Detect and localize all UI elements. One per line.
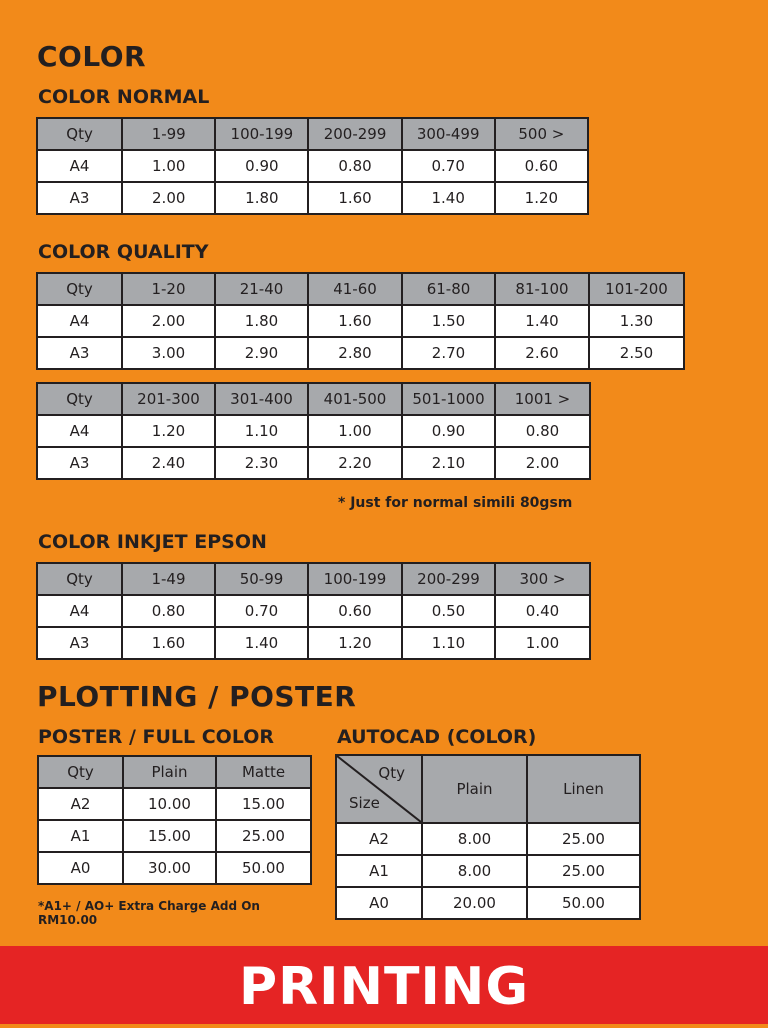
- table-cell: A1: [336, 855, 422, 887]
- color-normal-title: COLOR NORMAL: [38, 86, 210, 108]
- header-cell: 500 >: [495, 118, 588, 150]
- table-row: [37, 305, 684, 337]
- header-cell: 50-99: [215, 563, 308, 595]
- table-cell: 0.50: [402, 595, 495, 627]
- header-cell: 200-299: [402, 563, 495, 595]
- color-quality-note: * Just for normal simili 80gsm: [338, 495, 573, 511]
- color-inkjet-title: COLOR INKJET EPSON: [38, 531, 267, 553]
- table-header-row: [37, 563, 590, 595]
- table-cell: 30.00: [123, 852, 216, 884]
- poster-note-line-2: RM10.00: [38, 913, 98, 927]
- table-row: [37, 182, 588, 214]
- table-header-row: [336, 755, 640, 823]
- table-cell: 1.40: [402, 182, 495, 214]
- table-cell: 25.00: [527, 855, 640, 887]
- header-cell: 41-60: [308, 273, 402, 305]
- table-row: [38, 820, 311, 852]
- color-inkjet-table: [36, 562, 591, 660]
- table-header-row: [37, 273, 684, 305]
- table-cell: 0.80: [495, 415, 590, 447]
- table-cell: 15.00: [123, 820, 216, 852]
- table-cell: 2.00: [122, 182, 215, 214]
- poster-note-line-1: *A1+ / AO+ Extra Charge Add On: [38, 899, 260, 913]
- table-cell: 1.10: [215, 415, 308, 447]
- table-row: [38, 788, 311, 820]
- table-header-row: [37, 383, 590, 415]
- table-cell: A4: [37, 595, 122, 627]
- header-cell: Qty: [37, 383, 122, 415]
- table-cell: A3: [37, 182, 122, 214]
- header-cell: Qty: [37, 273, 122, 305]
- table-cell: 8.00: [422, 855, 527, 887]
- section-title-color: COLOR: [37, 40, 147, 73]
- table-cell: 0.60: [308, 595, 402, 627]
- autocad-table: [335, 754, 641, 920]
- color-quality-table-2: [36, 382, 591, 480]
- corner-size-label: Size: [349, 794, 380, 812]
- table-cell: A4: [37, 150, 122, 182]
- table-row: [37, 415, 590, 447]
- header-cell: Plain: [422, 755, 527, 823]
- table-cell: 25.00: [216, 820, 311, 852]
- table-cell: 15.00: [216, 788, 311, 820]
- table-cell: 1.00: [308, 415, 402, 447]
- table-cell: 0.70: [215, 595, 308, 627]
- header-cell: 21-40: [215, 273, 308, 305]
- color-quality-table-1: [36, 272, 685, 370]
- table-cell: A3: [37, 337, 122, 369]
- table-cell: 1.00: [122, 150, 215, 182]
- table-cell: 1.20: [122, 415, 215, 447]
- header-cell: Qty: [38, 756, 123, 788]
- header-cell: 100-199: [308, 563, 402, 595]
- table-cell: 2.30: [215, 447, 308, 479]
- table-cell: 0.40: [495, 595, 590, 627]
- printing-banner: [0, 946, 768, 1024]
- table-cell: 2.70: [402, 337, 495, 369]
- table-cell: 0.80: [308, 150, 401, 182]
- header-cell: Matte: [216, 756, 311, 788]
- table-cell: 1.80: [215, 182, 308, 214]
- table-cell: 1.20: [308, 627, 402, 659]
- header-cell: 501-1000: [402, 383, 495, 415]
- table-cell: A0: [38, 852, 123, 884]
- header-cell: 1001 >: [495, 383, 590, 415]
- table-cell: 50.00: [216, 852, 311, 884]
- table-cell: 2.00: [122, 305, 215, 337]
- table-header-row: [37, 118, 588, 150]
- table-cell: 1.00: [495, 627, 590, 659]
- table-row: [336, 887, 640, 919]
- table-cell: 2.60: [495, 337, 589, 369]
- poster-note: [38, 899, 260, 927]
- table-cell: 20.00: [422, 887, 527, 919]
- table-row: [37, 447, 590, 479]
- table-cell: 2.10: [402, 447, 495, 479]
- header-cell: 401-500: [308, 383, 402, 415]
- table-cell: 2.80: [308, 337, 402, 369]
- autocad-title: AUTOCAD (COLOR): [337, 726, 537, 748]
- table-row: [38, 852, 311, 884]
- header-cell: 300 >: [495, 563, 590, 595]
- corner-header-cell: [336, 755, 422, 823]
- table-cell: 1.50: [402, 305, 495, 337]
- table-cell: 1.30: [589, 305, 684, 337]
- table-cell: 0.90: [402, 415, 495, 447]
- table-cell: 2.40: [122, 447, 215, 479]
- table-cell: A2: [336, 823, 422, 855]
- table-cell: 1.60: [122, 627, 215, 659]
- table-cell: 1.40: [215, 627, 308, 659]
- table-cell: 1.40: [495, 305, 589, 337]
- section-title-plotting: PLOTTING / POSTER: [37, 680, 357, 713]
- header-cell: 300-499: [402, 118, 495, 150]
- header-cell: 1-99: [122, 118, 215, 150]
- header-cell: 101-200: [589, 273, 684, 305]
- header-cell: Qty: [37, 118, 122, 150]
- header-cell: Plain: [123, 756, 216, 788]
- header-cell: 61-80: [402, 273, 495, 305]
- printing-banner-label: PRINTING: [238, 957, 530, 1017]
- table-cell: A1: [38, 820, 123, 852]
- header-cell: 1-20: [122, 273, 215, 305]
- header-cell: 1-49: [122, 563, 215, 595]
- corner-qty-label: Qty: [378, 764, 405, 782]
- header-cell: Qty: [37, 563, 122, 595]
- table-cell: 1.80: [215, 305, 308, 337]
- table-cell: 2.50: [589, 337, 684, 369]
- table-row: [37, 595, 590, 627]
- table-row: [336, 855, 640, 887]
- table-cell: A3: [37, 627, 122, 659]
- table-cell: 0.80: [122, 595, 215, 627]
- table-cell: A4: [37, 305, 122, 337]
- table-cell: 1.10: [402, 627, 495, 659]
- table-cell: 1.60: [308, 305, 402, 337]
- table-cell: 1.60: [308, 182, 401, 214]
- color-normal-table: [36, 117, 589, 215]
- color-quality-title: COLOR QUALITY: [38, 241, 209, 263]
- table-cell: 8.00: [422, 823, 527, 855]
- table-cell: 0.70: [402, 150, 495, 182]
- table-cell: 25.00: [527, 823, 640, 855]
- table-cell: 2.20: [308, 447, 402, 479]
- header-cell: 81-100: [495, 273, 589, 305]
- table-cell: 3.00: [122, 337, 215, 369]
- poster-title: POSTER / FULL COLOR: [38, 726, 275, 748]
- table-row: [37, 627, 590, 659]
- table-cell: A0: [336, 887, 422, 919]
- table-row: [336, 823, 640, 855]
- poster-table: [37, 755, 312, 885]
- table-cell: 2.90: [215, 337, 308, 369]
- table-row: [37, 337, 684, 369]
- header-cell: 201-300: [122, 383, 215, 415]
- header-cell: 301-400: [215, 383, 308, 415]
- table-cell: 0.60: [495, 150, 588, 182]
- table-row: [37, 150, 588, 182]
- table-cell: A4: [37, 415, 122, 447]
- table-cell: A3: [37, 447, 122, 479]
- header-cell: 100-199: [215, 118, 308, 150]
- table-cell: A2: [38, 788, 123, 820]
- table-cell: 10.00: [123, 788, 216, 820]
- header-cell: Linen: [527, 755, 640, 823]
- table-cell: 2.00: [495, 447, 590, 479]
- table-cell: 50.00: [527, 887, 640, 919]
- header-cell: 200-299: [308, 118, 401, 150]
- table-header-row: [38, 756, 311, 788]
- table-cell: 0.90: [215, 150, 308, 182]
- table-cell: 1.20: [495, 182, 588, 214]
